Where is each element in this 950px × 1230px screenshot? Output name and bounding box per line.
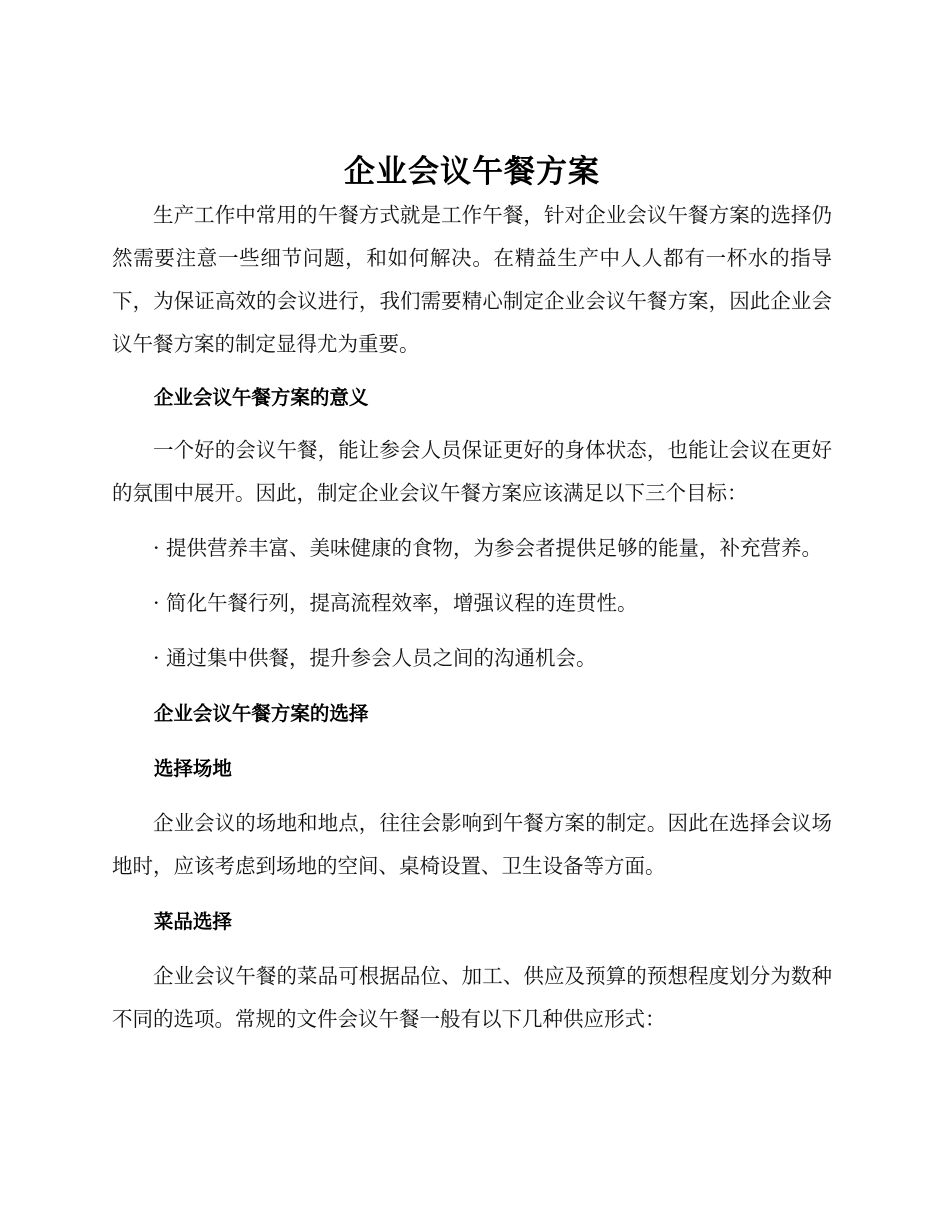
significance-paragraph: 一个好的会议午餐，能让参会人员保证更好的身体状态，也能让会议在更好的氛围中展开。因此，制定企业会议午餐方案应该满足以下三个目标：	[112, 438, 832, 505]
document-page	[112, 150, 832, 1041]
bullet-item-efficiency: · 简化午餐行列，提高流程效率，增强议程的连贯性。	[153, 591, 638, 615]
section-heading-selection: 企业会议午餐方案的选择	[153, 702, 369, 725]
venue-paragraph: 企业会议的场地和地点，往往会影响到午餐方案的制定。因此在选择会议场地时，应该考虑到场地的空间、桌椅设置、卫生设备等方面。	[112, 811, 832, 878]
menu-paragraph: 企业会议午餐的菜品可根据品位、加工、供应及预算的预想程度划分为数种不同的选项。常规的文件会议午餐一般有以下几种供应形式：	[112, 964, 832, 1031]
section-heading-significance: 企业会议午餐方案的意义	[153, 386, 369, 409]
bullet-item-communication: · 通过集中供餐，提升参会人员之间的沟通机会。	[153, 646, 597, 670]
intro-paragraph: 生产工作中常用的午餐方式就是工作午餐，针对企业会议午餐方案的选择仍然需要注意一些细节问题，和如何解决。在精益生产中人人都有一杯水的指导下，为保证高效的会议进行，我们需要精心制定企业会议午餐方案，因此企业会议午餐方案的制定显得尤为重要。	[112, 203, 832, 356]
subheading-menu: 菜品选择	[153, 910, 232, 933]
subheading-venue: 选择场地	[153, 757, 232, 780]
document-title: 企业会议午餐方案	[344, 154, 600, 190]
bullet-item-nutrition: · 提供营养丰富、美味健康的食物，为参会者提供足够的能量，补充营养。	[153, 536, 823, 560]
